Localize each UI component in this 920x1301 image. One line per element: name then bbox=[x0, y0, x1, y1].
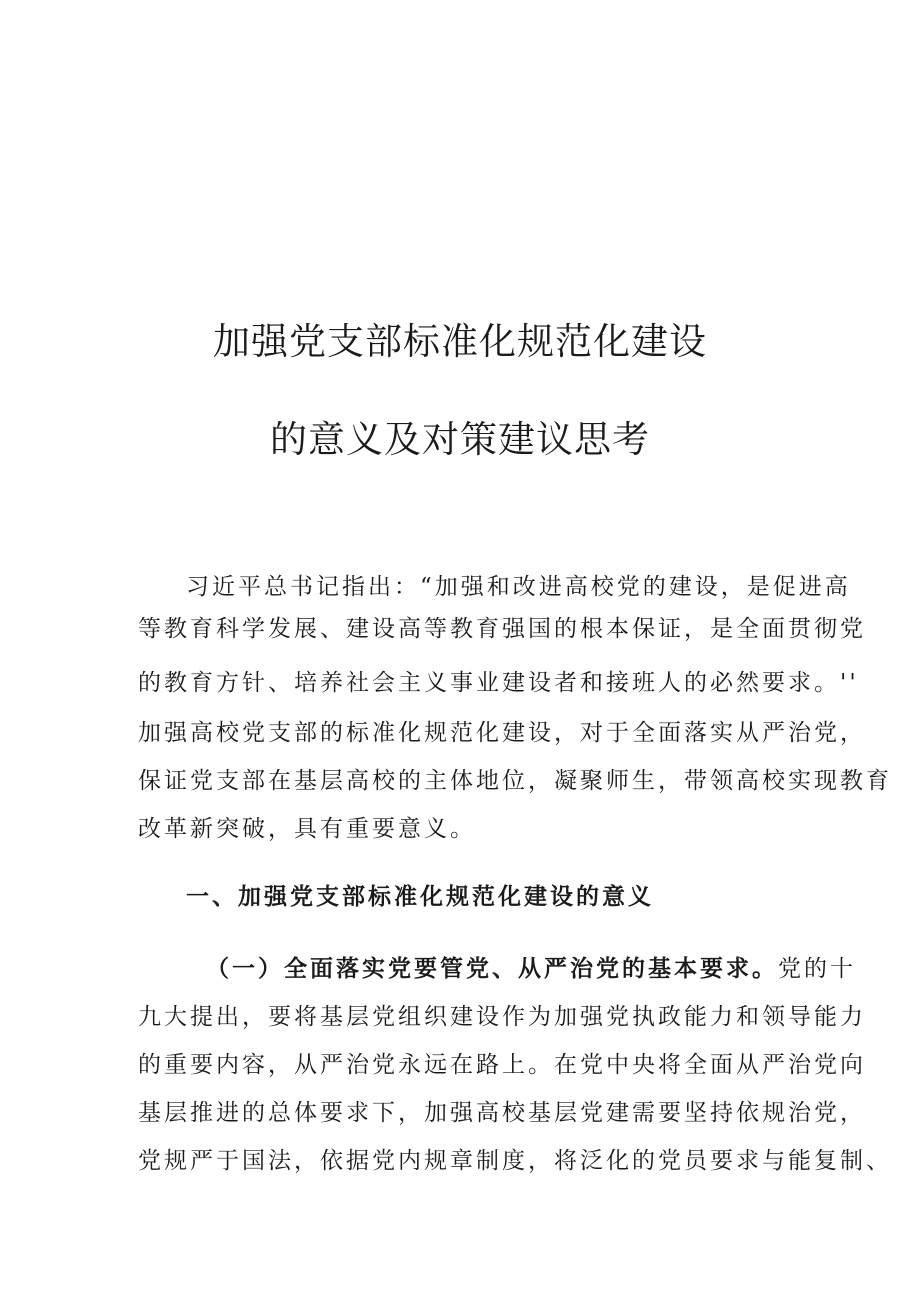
subsection-1-line-3: 的重要内容，从严治党永远在路上。在党中央将全面从严治党向 bbox=[138, 1052, 866, 1078]
section-1-heading: 一、加强党支部标准化规范化建设的意义 bbox=[186, 883, 654, 910]
subsection-1-line-2: 九大提出，要将基层党组织建设作为加强党执政能力和领导能力 bbox=[138, 1004, 866, 1030]
subsection-1-heading: （一）全面落实党要管党、从严治党的基本要求。 bbox=[206, 955, 778, 982]
subsection-1-first-line bbox=[206, 952, 856, 986]
subsection-1-line-5: 党规严于国法，依据党内规章制度，将泛化的党员要求与能复制、 bbox=[138, 1148, 892, 1174]
paragraph-1-line-3: 的教育方针、培养社会主义事业建设者和接班人的必然要求。'' bbox=[138, 670, 859, 696]
paragraph-1-line-5: 保证党支部在基层高校的主体地位，凝聚师生，带领高校实现教育 bbox=[138, 768, 892, 794]
document-title-line-2: 的意义及对策建议思考 bbox=[270, 418, 650, 461]
subsection-1-line-4: 基层推进的总体要求下，加强高校基层党建需要坚持依规治党， bbox=[138, 1100, 866, 1126]
paragraph-1-line-1: 习近平总书记指出：“加强和改进高校党的建设，是促进高 bbox=[186, 574, 851, 600]
paragraph-1-line-2: 等教育科学发展、建设高等教育强国的根本保证，是全面贯彻党 bbox=[138, 616, 866, 642]
document-title-line-1: 加强党支部标准化规范化建设 bbox=[213, 320, 707, 363]
subsection-1-first-line-rest: 党的十 bbox=[778, 956, 856, 982]
paragraph-1-line-4: 加强高校党支部的标准化规范化建设，对于全面落实从严治党， bbox=[138, 720, 866, 746]
paragraph-1-line-6: 改革新突破，具有重要意义。 bbox=[138, 816, 476, 842]
